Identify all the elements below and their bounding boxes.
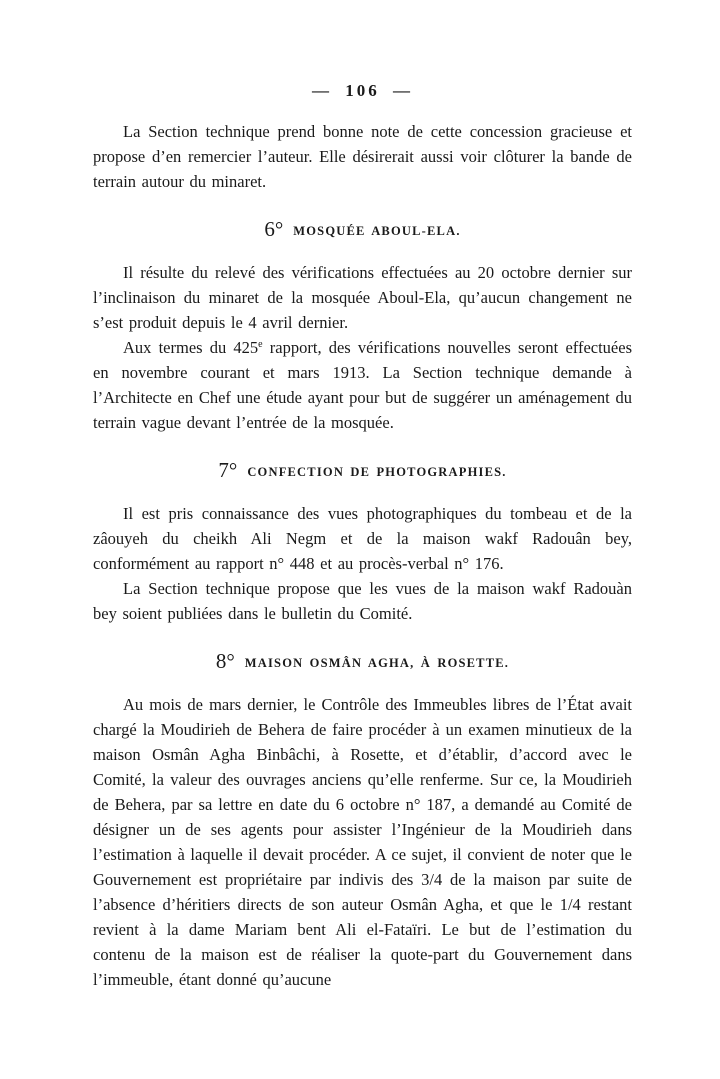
section6-paragraph-2 xyxy=(93,335,632,435)
section8-paragraph-1: Au mois de mars dernier, le Contrôle des Immeubles libres de l’État avait chargé la Moudirieh de Behera de faire procéder à un examen minutieux de la maison Osmân Agha Binbâchi, à Rosette, et d’établir, d’accord avec le Comité, la valeur des ouvrages anciens qu’elle renferme. Sur ce, la Moudirieh de Behera, par sa lettre en date du 6 octobre n° 187, a demandé au Comité de désigner un de ses agents pour assister l’Ingénieur de la Moudirieh dans l’estimation à laquelle il devait procéder. A ce sujet, il convient de noter que le Gouvernement est propriétaire par indivis des 3/4 de la maison par suite de l’absence d’héritiers directs de son auteur Osmân Agha, et que le 1/4 restant revient à la dame Mariam bent Ali el-Fataïri. Le but de l’estimation du contenu de la maison est de réaliser la quote-part du Gouvernement dans l’immeuble, étant donné qu’aucune xyxy=(93,695,632,989)
section-heading-7 xyxy=(93,458,632,482)
section-title: MOSQUÉE ABOUL-ELA. xyxy=(293,224,461,238)
paragraph-text-after-superscript: rapport, des vérifications nouvelles seront effectuées en novembre courant et mars 1913. La Section technique demande à l’Architecte en Chef une étude ayant pour but de suggérer un aménagement du terrain vague devant l’entrée de la mosquée. xyxy=(93,338,633,432)
section-title: CONFECTION DE PHOTOGRAPHIES. xyxy=(247,465,507,479)
section6-paragraph-1: Il résulte du relevé des vérifications effectuées au 20 octobre dernier sur l’inclinaison du minaret de la mosquée Aboul-Ela, qu’aucun changement ne s’est produit depuis le 4 avril dernier. xyxy=(93,263,632,332)
intro-paragraph: La Section technique prend bonne note de cette concession gracieuse et propose d’en remercier l’auteur. Elle désirerait aussi voir clôturer la bande de terrain autour du minaret. xyxy=(93,122,632,191)
section7-paragraph-1: Il est pris connaissance des vues photographiques du tombeau et de la zâouyeh du cheikh Ali Negm et de la maison wakf Radouân bey, conformément au rapport n° 448 et au procès-verbal n° 176. xyxy=(93,504,632,573)
ordinal-superscript: e xyxy=(258,339,263,350)
section-heading-6 xyxy=(93,217,632,241)
section-heading-8 xyxy=(93,649,632,673)
section-number: 8° xyxy=(215,649,235,673)
section-number: 6° xyxy=(264,217,284,241)
paragraph-text-before-superscript: Aux termes du 425 xyxy=(123,338,259,357)
section-title: MAISON OSMÂN AGHA, À ROSETTE. xyxy=(244,656,510,670)
section7-paragraph-2: La Section technique propose que les vues de la maison wakf Radouàn bey soient publiées dans le bulletin du Comité. xyxy=(93,579,632,623)
section-number: 7° xyxy=(218,458,238,482)
page-number: — 106 — xyxy=(312,81,413,100)
